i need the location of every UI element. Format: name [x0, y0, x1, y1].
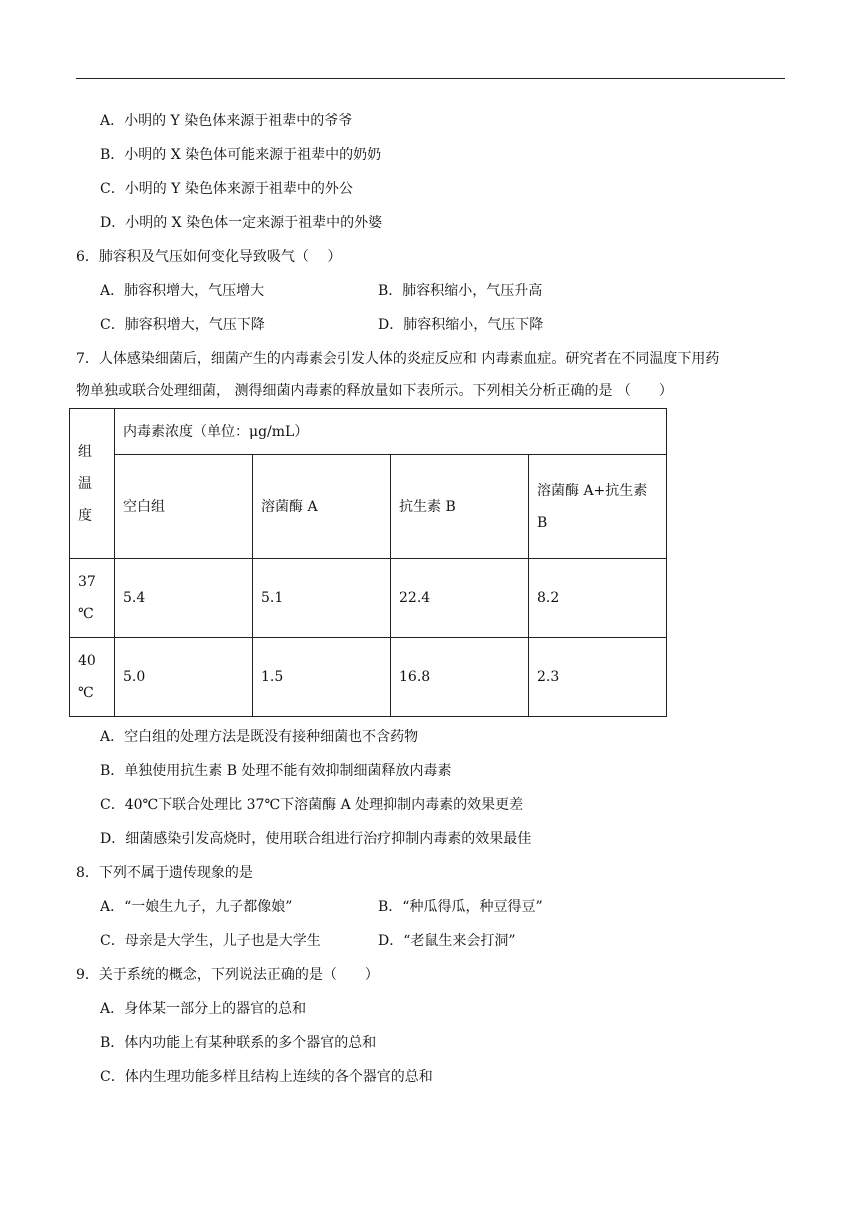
- column-header-blank: 空白组: [115, 455, 253, 559]
- q6-stem: 6．肺容积及气压如何变化导致吸气（ ）: [76, 249, 342, 265]
- table-row: [70, 638, 667, 717]
- table-cell: 16.8: [391, 638, 529, 717]
- q5-option-d[interactable]: D．小明的 X 染色体一定来源于祖辈中的外婆: [100, 215, 383, 231]
- table-cell: 5.4: [115, 559, 253, 638]
- q5-option-b[interactable]: B．小明的 X 染色体可能来源于祖辈中的奶奶: [100, 147, 382, 163]
- table-cell: 5.1: [253, 559, 391, 638]
- concentration-header: 内毒素浓度（单位：μg/mL）: [115, 409, 667, 455]
- column-header-lysozyme-a: 溶菌酶 A: [253, 455, 391, 559]
- q8-option-b[interactable]: B．“种瓜得瓜，种豆得豆”: [378, 899, 543, 915]
- endotoxin-table: [69, 408, 667, 717]
- q7-option-a[interactable]: A．空白组的处理方法是既没有接种细菌也不含药物: [100, 729, 419, 745]
- table-cell: 22.4: [391, 559, 529, 638]
- q7-option-c[interactable]: C．40℃下联合处理比 37℃下溶菌酶 A 处理抑制内毒素的效果更差: [100, 797, 524, 813]
- q8-stem: 8．下列不属于遗传现象的是: [76, 865, 253, 881]
- header-rule: [76, 78, 785, 79]
- q8-option-a[interactable]: A．“一娘生九子，九子都像娘”: [100, 899, 293, 915]
- table-cell: 8.2: [529, 559, 667, 638]
- q9-stem: 9．关于系统的概念，下列说法正确的是（ ）: [76, 967, 379, 983]
- q9-option-a[interactable]: A．身体某一部分上的器官的总和: [100, 1001, 307, 1017]
- table-cell: 2.3: [529, 638, 667, 717]
- q6-option-c[interactable]: C．肺容积增大，气压下降: [100, 317, 265, 333]
- q7-stem-line2: 物单独或联合处理细菌， 测得细菌内毒素的释放量如下表所示。下列相关分析正确的是 （ ）: [76, 383, 673, 399]
- q5-option-a[interactable]: A．小明的 Y 染色体来源于祖辈中的爷爷: [100, 113, 353, 129]
- column-header-antibiotic-b: 抗生素 B: [391, 455, 529, 559]
- q5-option-c[interactable]: C．小明的 Y 染色体来源于祖辈中的外公: [100, 181, 353, 197]
- column-header-combined: 溶菌酶 A+抗生素 B: [529, 455, 667, 559]
- q9-option-c[interactable]: C．体内生理功能多样且结构上连续的各个器官的总和: [100, 1069, 433, 1085]
- table-cell: 1.5: [253, 638, 391, 717]
- table-cell: 5.0: [115, 638, 253, 717]
- q6-option-d[interactable]: D．肺容积缩小，气压下降: [378, 317, 544, 333]
- q6-option-b[interactable]: B．肺容积缩小，气压升高: [378, 283, 543, 299]
- q8-option-d[interactable]: D．“老鼠生来会打洞”: [378, 933, 516, 949]
- row-temperature: 40 ℃: [70, 638, 115, 717]
- q7-stem-line1: 7．人体感染细菌后，细菌产生的内毒素会引发人体的炎症反应和 内毒素血症。研究者在不同温度下用药: [76, 351, 720, 367]
- q7-option-b[interactable]: B．单独使用抗生素 B 处理不能有效抑制细菌释放内毒素: [100, 763, 452, 779]
- q7-option-d[interactable]: D．细菌感染引发高烧时，使用联合组进行治疗抑制内毒素的效果最佳: [100, 831, 532, 847]
- row-temperature: 37 ℃: [70, 559, 115, 638]
- group-temperature-header: 组 温 度: [70, 409, 115, 559]
- q6-option-a[interactable]: A．肺容积增大，气压增大: [100, 283, 265, 299]
- table-row: [70, 559, 667, 638]
- q8-option-c[interactable]: C．母亲是大学生，儿子也是大学生: [100, 933, 321, 949]
- q9-option-b[interactable]: B．体内功能上有某种联系的多个器官的总和: [100, 1035, 377, 1051]
